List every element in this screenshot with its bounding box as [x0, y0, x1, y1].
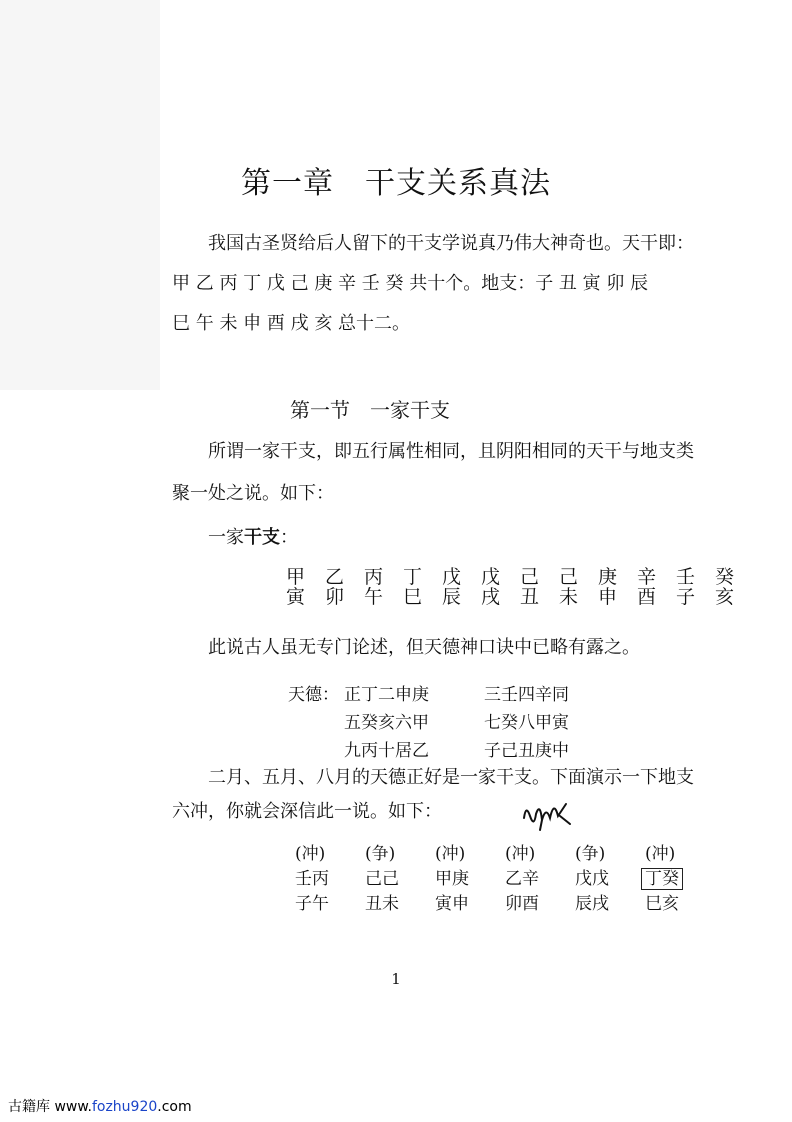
verse-line-3b: 子己丑庚中 — [484, 741, 569, 761]
clash-stem-cell — [645, 867, 715, 892]
branch-cell: 戌 — [481, 586, 501, 608]
branch-cell: 巳 — [403, 586, 423, 608]
stem-cell: 戊 — [442, 566, 462, 588]
page-number: 1 — [391, 970, 401, 988]
clash-stem-cell: 己己 — [365, 869, 399, 889]
branches-row — [286, 586, 754, 608]
relations-row — [295, 842, 715, 867]
watermark-name: 古籍库 www. — [8, 1099, 92, 1115]
branch-cell: 子 — [676, 586, 696, 608]
branch-cell: 午 — [364, 586, 384, 608]
clash-branch-cell: 丑未 — [365, 894, 399, 914]
stem-cell: 己 — [520, 566, 540, 588]
verse-line-2a: 五癸亥六甲 — [344, 713, 429, 733]
section-title: 第一节 一家干支 — [290, 398, 450, 422]
clash-branch-cell: 寅申 — [435, 894, 469, 914]
verse-line-1b: 三壬四辛同 — [484, 685, 569, 705]
clash-stem-cell: 乙辛 — [505, 869, 539, 889]
watermark — [8, 1096, 192, 1116]
branch-cell: 丑 — [520, 586, 540, 608]
branch-cell: 卯 — [325, 586, 345, 608]
clash-stem-cell: 壬丙 — [295, 869, 329, 889]
branch-cell: 未 — [559, 586, 579, 608]
clash-stem-cell: 甲庚 — [435, 869, 469, 889]
label-prefix: 一家 — [208, 527, 244, 548]
branch-cell: 酉 — [637, 586, 657, 608]
clash-branches-row — [295, 892, 715, 917]
branch-cell: 寅 — [286, 586, 306, 608]
relation-cell: (争) — [365, 844, 396, 864]
relation-cell: (冲) — [645, 844, 676, 864]
relation-cell: (争) — [575, 844, 606, 864]
stems-row — [286, 566, 754, 588]
stem-cell: 壬 — [676, 566, 696, 588]
intro-line-2: 甲 乙 丙 丁 戊 己 庚 辛 壬 癸 共十个。地支：子 丑 寅 卯 辰 — [172, 273, 649, 294]
stem-cell: 辛 — [637, 566, 657, 588]
verse-line-1a: 正丁二申庚 — [344, 685, 429, 705]
verse-lead: 天德： — [288, 685, 339, 705]
conclusion-line-2: 六冲，你就会深信此一说。如下： — [172, 801, 442, 822]
watermark-domain: fozhu920 — [91, 1099, 158, 1115]
conclusion-line-1: 二月、五月、八月的天德正好是一家干支。下面演示一下地支 — [208, 767, 694, 788]
clash-stems-row — [295, 867, 715, 892]
section-intro-line-2: 聚一处之说。如下： — [172, 483, 334, 504]
stem-cell: 戊 — [481, 566, 501, 588]
handwritten-signature — [520, 796, 580, 836]
branch-cell: 辰 — [442, 586, 462, 608]
intro-line-3: 巳 午 未 申 酉 戌 亥 总十二。 — [172, 313, 411, 334]
tiande-intro: 此说古人虽无专门论述，但天德神口诀中已略有露之。 — [208, 637, 640, 658]
relation-cell: (冲) — [505, 844, 536, 864]
clash-branch-cell: 卯酉 — [505, 894, 539, 914]
branch-cell: 申 — [598, 586, 618, 608]
yijia-ganzhi-label — [208, 523, 298, 549]
six-clash-table — [295, 842, 715, 917]
clash-stem-cell-boxed: 丁癸 — [641, 868, 683, 890]
verse-line-2b: 七癸八甲寅 — [484, 713, 569, 733]
watermark-tld: .com — [157, 1099, 192, 1115]
stem-cell: 甲 — [286, 566, 306, 588]
stem-cell: 丙 — [364, 566, 384, 588]
clash-branch-cell: 巳亥 — [645, 894, 679, 914]
clash-branch-cell: 子午 — [295, 894, 329, 914]
section-intro-line-1: 所谓一家干支，即五行属性相同，且阴阳相同的天干与地支类 — [208, 441, 694, 462]
relation-cell: (冲) — [295, 844, 326, 864]
stem-cell: 庚 — [598, 566, 618, 588]
clash-branch-cell: 辰戌 — [575, 894, 609, 914]
intro-line-1: 我国古圣贤给后人留下的干支学说真乃伟大神奇也。天干即： — [208, 233, 694, 254]
relation-cell: (冲) — [435, 844, 466, 864]
stem-cell: 己 — [559, 566, 579, 588]
chapter-title: 第一章 干支关系真法 — [241, 166, 551, 201]
branch-cell: 亥 — [715, 586, 735, 608]
stem-cell: 癸 — [715, 566, 735, 588]
label-bold: 干支 — [244, 527, 280, 548]
label-suffix: ： — [280, 527, 298, 548]
stem-cell: 丁 — [403, 566, 423, 588]
stem-cell: 乙 — [325, 566, 345, 588]
verse-line-3a: 九丙十居乙 — [344, 741, 429, 761]
clash-stem-cell: 戊戊 — [575, 869, 609, 889]
